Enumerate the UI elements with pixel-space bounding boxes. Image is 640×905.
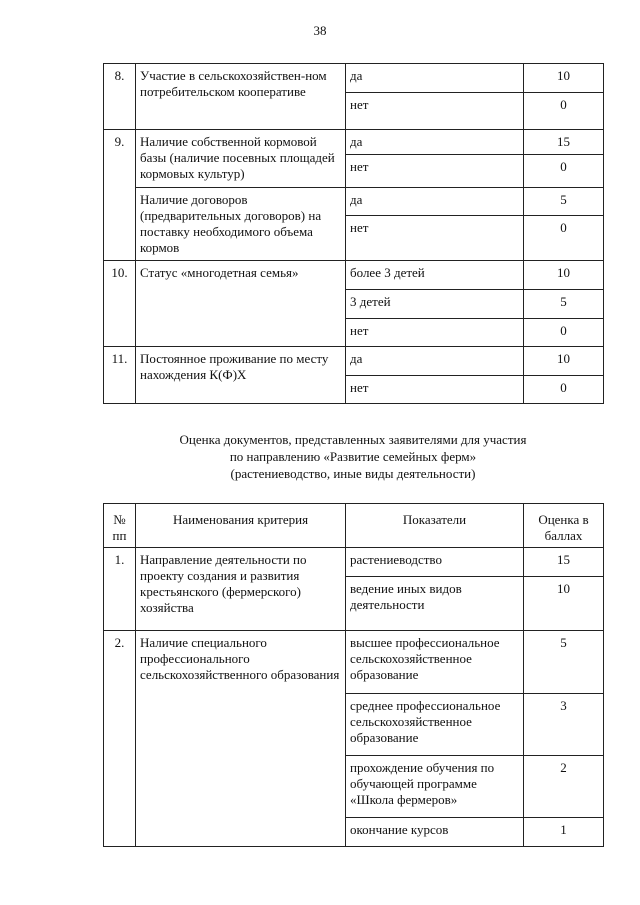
- score-cell: 0: [524, 93, 604, 130]
- criterion-cell: Направление деятельности по проекту создания и развития крестьянского (фермерского) хозяйства: [136, 548, 346, 631]
- score-cell: 10: [524, 577, 604, 631]
- score-cell: 1: [524, 818, 604, 847]
- indicator-cell: да: [346, 347, 524, 376]
- heading-line: Оценка документов, представленных заявителями для участия: [179, 432, 527, 447]
- score-cell: 0: [524, 319, 604, 347]
- criterion-cell: Постоянное проживание по месту нахождения К(Ф)Х: [136, 347, 346, 404]
- criterion-cell: Наличие собственной кормовой базы (наличие посевных площадей кормовых культур): [136, 130, 346, 188]
- indicator-cell: да: [346, 188, 524, 216]
- indicator-cell: нет: [346, 93, 524, 130]
- score-cell: 10: [524, 347, 604, 376]
- score-cell: 5: [524, 290, 604, 319]
- indicator-cell: 3 детей: [346, 290, 524, 319]
- header-score: Оценка в баллах: [524, 504, 604, 548]
- header-num: № пп: [104, 504, 136, 548]
- indicator-cell: более 3 детей: [346, 261, 524, 290]
- criterion-cell: Наличие договоров (предварительных договоров) на поставку необходимого объема кормов: [136, 188, 346, 261]
- score-cell: 0: [524, 376, 604, 404]
- indicator-cell: ведение иных видов деятельности: [346, 577, 524, 631]
- score-cell: 2: [524, 756, 604, 818]
- score-cell: 10: [524, 64, 604, 93]
- indicator-cell: да: [346, 130, 524, 155]
- indicator-cell: высшее профессиональное сельскохозяйственное образование: [346, 631, 524, 694]
- criterion-cell: Участие в сельскохозяйствен-ном потребительском кооперативе: [136, 64, 346, 130]
- criterion-cell: Наличие специального профессионального сельскохозяйственного образования: [136, 631, 346, 847]
- row-number: 8.: [104, 64, 136, 130]
- header-criterion: Наименования критерия: [136, 504, 346, 548]
- score-cell: 3: [524, 694, 604, 756]
- indicator-cell: среднее профессиональное сельскохозяйственное образование: [346, 694, 524, 756]
- indicator-cell: да: [346, 64, 524, 93]
- score-cell: 15: [524, 548, 604, 577]
- criterion-cell: Статус «многодетная семья»: [136, 261, 346, 347]
- score-cell: 5: [524, 631, 604, 694]
- indicator-cell: нет: [346, 319, 524, 347]
- indicator-cell: нет: [346, 155, 524, 188]
- score-cell: 5: [524, 188, 604, 216]
- row-number: 9.: [104, 130, 136, 261]
- indicator-cell: нет: [346, 216, 524, 261]
- score-cell: 15: [524, 130, 604, 155]
- indicator-cell: нет: [346, 376, 524, 404]
- indicator-cell: окончание курсов: [346, 818, 524, 847]
- row-number: 2.: [104, 631, 136, 847]
- score-cell: 0: [524, 216, 604, 261]
- section-heading: [103, 431, 603, 482]
- page-number: 38: [313, 23, 327, 38]
- row-number: 1.: [104, 548, 136, 631]
- score-cell: 0: [524, 155, 604, 188]
- indicator-cell: растениеводство: [346, 548, 524, 577]
- heading-line: по направлению «Развитие семейных ферм»: [229, 449, 477, 464]
- row-number: 10.: [104, 261, 136, 347]
- criteria-table: [103, 503, 604, 847]
- score-cell: 10: [524, 261, 604, 290]
- header-indicators: Показатели: [346, 504, 524, 548]
- row-number: 11.: [104, 347, 136, 404]
- indicator-cell: прохождение обучения по обучающей программе «Школа фермеров»: [346, 756, 524, 818]
- criteria-table-continued: [103, 63, 604, 404]
- heading-line: (растениеводство, иные виды деятельности): [230, 466, 476, 481]
